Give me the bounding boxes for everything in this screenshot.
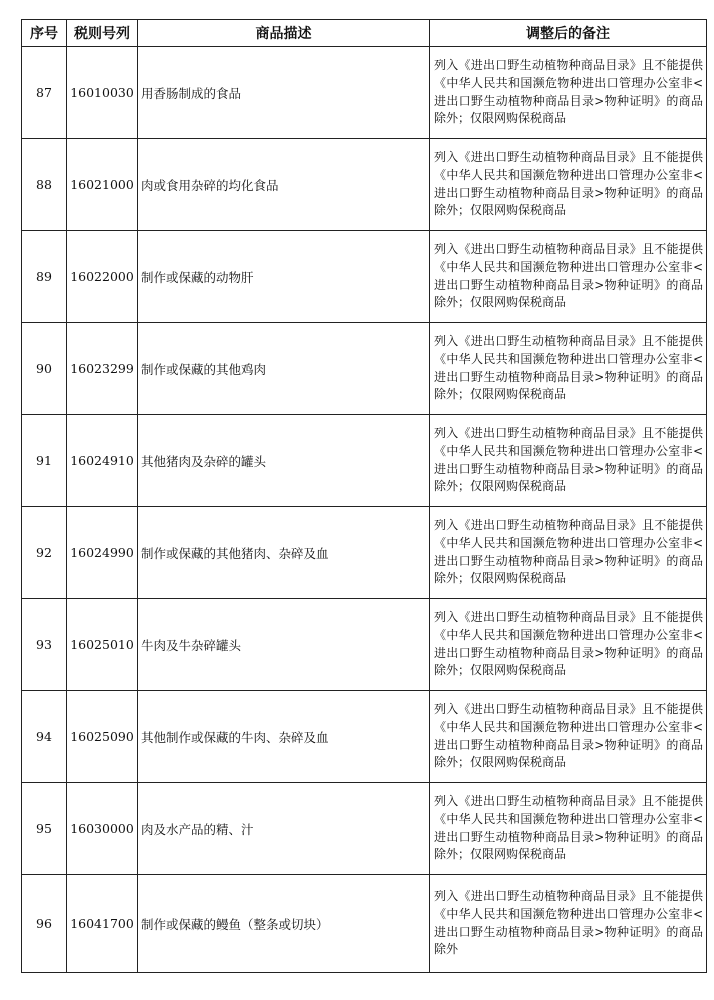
- row-code: 16023299: [67, 323, 138, 415]
- row-code: 16024910: [67, 415, 138, 507]
- row-code: 16030000: [67, 783, 138, 875]
- row-seq: 90: [22, 323, 67, 415]
- row-note: 列入《进出口野生动植物种商品目录》且不能提供《中华人民共和国濒危物种进出口管理办公室非<进出口野生动植物种商品目录>物种证明》的商品除外: [430, 875, 707, 973]
- row-note: 列入《进出口野生动植物种商品目录》且不能提供《中华人民共和国濒危物种进出口管理办公室非<进出口野生动植物种商品目录>物种证明》的商品除外；仅限网购保税商品: [430, 231, 707, 323]
- row-desc: 其他制作或保藏的牛肉、杂碎及血: [138, 691, 430, 783]
- row-note: 列入《进出口野生动植物种商品目录》且不能提供《中华人民共和国濒危物种进出口管理办公室非<进出口野生动植物种商品目录>物种证明》的商品除外；仅限网购保税商品: [430, 139, 707, 231]
- header-row: [22, 20, 707, 47]
- row-seq: 88: [22, 139, 67, 231]
- row-seq: 92: [22, 507, 67, 599]
- row-note: 列入《进出口野生动植物种商品目录》且不能提供《中华人民共和国濒危物种进出口管理办公室非<进出口野生动植物种商品目录>物种证明》的商品除外；仅限网购保税商品: [430, 599, 707, 691]
- row-desc: 制作或保藏的动物肝: [138, 231, 430, 323]
- header-desc: 商品描述: [138, 20, 430, 47]
- row-seq: 87: [22, 47, 67, 139]
- row-desc: 牛肉及牛杂碎罐头: [138, 599, 430, 691]
- row-code: 16025090: [67, 691, 138, 783]
- header-seq: 序号: [22, 20, 67, 47]
- row-seq: 95: [22, 783, 67, 875]
- row-code: 16024990: [67, 507, 138, 599]
- row-code: 16010030: [67, 47, 138, 139]
- row-code: 16021000: [67, 139, 138, 231]
- row-desc: 肉或食用杂碎的均化食品: [138, 139, 430, 231]
- row-seq: 91: [22, 415, 67, 507]
- row-note: 列入《进出口野生动植物种商品目录》且不能提供《中华人民共和国濒危物种进出口管理办公室非<进出口野生动植物种商品目录>物种证明》的商品除外；仅限网购保税商品: [430, 507, 707, 599]
- table-row: [22, 415, 707, 507]
- row-code: 16022000: [67, 231, 138, 323]
- row-code: 16025010: [67, 599, 138, 691]
- table-row: [22, 875, 707, 973]
- table-row: [22, 231, 707, 323]
- header-note: 调整后的备注: [430, 20, 707, 47]
- table-row: [22, 323, 707, 415]
- row-desc: 制作或保藏的其他鸡肉: [138, 323, 430, 415]
- table-row: [22, 507, 707, 599]
- row-seq: 94: [22, 691, 67, 783]
- row-seq: 96: [22, 875, 67, 973]
- goods-table: [21, 19, 707, 973]
- header-code: 税则号列: [67, 20, 138, 47]
- row-code: 16041700: [67, 875, 138, 973]
- row-note: 列入《进出口野生动植物种商品目录》且不能提供《中华人民共和国濒危物种进出口管理办公室非<进出口野生动植物种商品目录>物种证明》的商品除外；仅限网购保税商品: [430, 415, 707, 507]
- row-note: 列入《进出口野生动植物种商品目录》且不能提供《中华人民共和国濒危物种进出口管理办公室非<进出口野生动植物种商品目录>物种证明》的商品除外；仅限网购保税商品: [430, 691, 707, 783]
- row-desc: 肉及水产品的精、汁: [138, 783, 430, 875]
- table-row: [22, 47, 707, 139]
- row-seq: 93: [22, 599, 67, 691]
- table-row: [22, 691, 707, 783]
- row-desc: 制作或保藏的其他猪肉、杂碎及血: [138, 507, 430, 599]
- row-desc: 用香肠制成的食品: [138, 47, 430, 139]
- table-row: [22, 783, 707, 875]
- row-desc: 其他猪肉及杂碎的罐头: [138, 415, 430, 507]
- row-note: 列入《进出口野生动植物种商品目录》且不能提供《中华人民共和国濒危物种进出口管理办公室非<进出口野生动植物种商品目录>物种证明》的商品除外；仅限网购保税商品: [430, 783, 707, 875]
- row-seq: 89: [22, 231, 67, 323]
- row-desc: 制作或保藏的鳗鱼（整条或切块）: [138, 875, 430, 973]
- table-row: [22, 599, 707, 691]
- row-note: 列入《进出口野生动植物种商品目录》且不能提供《中华人民共和国濒危物种进出口管理办公室非<进出口野生动植物种商品目录>物种证明》的商品除外；仅限网购保税商品: [430, 47, 707, 139]
- row-note: 列入《进出口野生动植物种商品目录》且不能提供《中华人民共和国濒危物种进出口管理办公室非<进出口野生动植物种商品目录>物种证明》的商品除外；仅限网购保税商品: [430, 323, 707, 415]
- table-row: [22, 139, 707, 231]
